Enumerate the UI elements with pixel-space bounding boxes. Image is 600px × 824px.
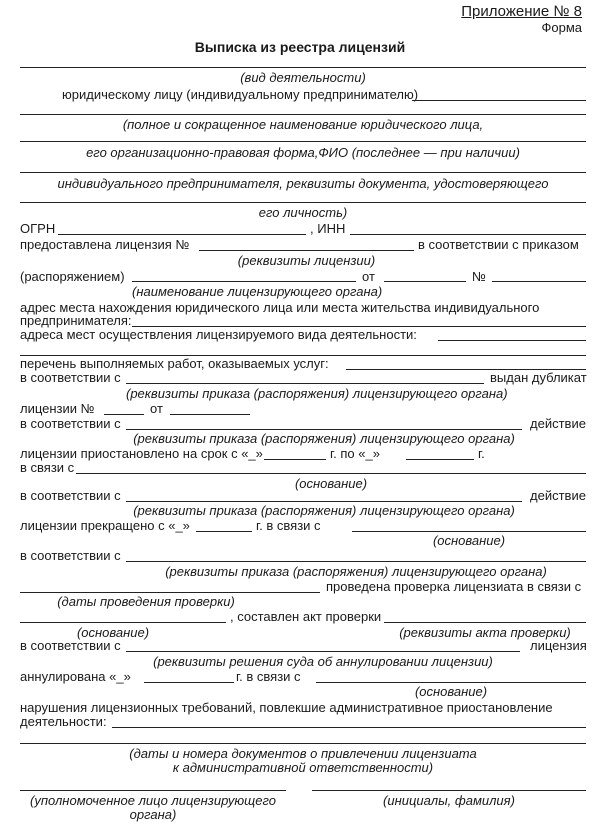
identity-line[interactable] bbox=[20, 202, 586, 203]
act-details-caption: (реквизиты акта проверки) bbox=[399, 625, 571, 640]
license-details-caption: (реквизиты лицензии) bbox=[237, 253, 376, 268]
identity-caption: его личность) bbox=[258, 205, 348, 220]
inspection-basis-caption: (основание) bbox=[76, 625, 150, 640]
annulled-from-label: аннулирована «_» bbox=[20, 669, 131, 684]
initials-field[interactable] bbox=[312, 790, 586, 791]
violations-label-2: деятельности: bbox=[20, 714, 107, 729]
inspection-order-caption: (реквизиты приказа (распоряжения) лицензирующего органа) bbox=[165, 564, 547, 579]
suspension-basis-field[interactable] bbox=[76, 473, 586, 474]
legal-name-caption: (полное и сокращенное наименование юридического лица, bbox=[122, 117, 484, 132]
activity-addresses-field[interactable] bbox=[438, 340, 586, 341]
order-from-label: от bbox=[362, 269, 375, 284]
duplicate-date-field[interactable] bbox=[170, 414, 250, 415]
suspension-basis-caption: (основание) bbox=[294, 476, 368, 491]
annulment-basis-field[interactable] bbox=[316, 682, 586, 683]
per-order-label: в соответствии с приказом bbox=[418, 237, 579, 252]
suspended-from-field[interactable] bbox=[264, 459, 326, 460]
ogrn-label: ОГРН bbox=[20, 221, 56, 236]
inspection-label: проведена проверка лицензиата в связи с bbox=[326, 579, 582, 594]
initials-caption: (инициалы, фамилия) bbox=[383, 793, 515, 808]
signatory-caption-1: (уполномоченное лицо лицензирующего bbox=[30, 793, 276, 808]
licensing-body-field[interactable] bbox=[132, 281, 356, 282]
works-list-label: перечень выполняемых работ, оказываемых услуг: bbox=[20, 356, 329, 371]
license-number-field[interactable] bbox=[199, 250, 414, 251]
inspection-order-field[interactable] bbox=[126, 561, 586, 562]
violations-field[interactable] bbox=[112, 727, 586, 728]
inn-field[interactable] bbox=[350, 234, 586, 235]
appendix-number: Приложение № 8 bbox=[461, 3, 582, 20]
suspended-to-field[interactable] bbox=[406, 459, 474, 460]
duplicate-order-caption: (реквизиты приказа (распоряжения) лицензирующего органа) bbox=[126, 386, 508, 401]
license-given-label: предоставлена лицензия № bbox=[20, 237, 190, 252]
suspension-order-field[interactable] bbox=[126, 429, 522, 430]
suspended-year-label: г. bbox=[478, 446, 485, 461]
suspended-from-label: лицензии приостановлено на срок с «_» bbox=[20, 446, 263, 461]
termination-in-accordance-label: в соответствии с bbox=[20, 488, 121, 503]
order-number-label: № bbox=[472, 269, 486, 284]
annulment-license-label: лицензия bbox=[530, 638, 587, 653]
suspension-action-label: действие bbox=[530, 416, 586, 431]
terminated-due-to-label: г. в связи с bbox=[256, 518, 321, 533]
entrepreneur-caption: индивидуального предпринимателя, реквизиты документа, удостоверяющего bbox=[57, 176, 549, 191]
legal-name-line[interactable] bbox=[20, 114, 586, 115]
liability-caption-2: к административной ответственности) bbox=[172, 760, 434, 775]
legal-person-label: юридическому лицу (индивидуальному предпринимателю) bbox=[62, 87, 419, 102]
inspection-dates-caption: (даты проведения проверки) bbox=[57, 594, 235, 609]
activity-type-caption: (вид деятельности) bbox=[240, 70, 366, 85]
signatory-caption-2: органа) bbox=[129, 807, 177, 822]
licensing-body-caption: (наименование лицензирующего органа) bbox=[132, 284, 383, 299]
court-decision-field[interactable] bbox=[126, 651, 520, 652]
legal-person-line[interactable] bbox=[412, 100, 586, 101]
termination-order-field[interactable] bbox=[126, 501, 522, 502]
page-title: Выписка из реестра лицензий bbox=[194, 39, 406, 55]
inspection-dates-field[interactable] bbox=[20, 592, 320, 593]
terminated-date-field[interactable] bbox=[196, 531, 252, 532]
signatory-field[interactable] bbox=[20, 790, 286, 791]
ogrn-field[interactable] bbox=[58, 234, 306, 235]
terminated-from-label: лицензии прекращено с «_» bbox=[20, 518, 190, 533]
annulled-date-field[interactable] bbox=[144, 682, 234, 683]
duplicate-in-accordance-label: в соответствии с bbox=[20, 370, 121, 385]
order-paren-label: (распоряжением) bbox=[20, 269, 125, 284]
activity-type-line[interactable] bbox=[20, 67, 586, 68]
annulment-basis-caption: (основание) bbox=[414, 684, 488, 699]
order-number-field[interactable] bbox=[492, 281, 586, 282]
inspection-in-accordance-label: в соответствии с bbox=[20, 548, 121, 563]
liability-field[interactable] bbox=[20, 743, 586, 744]
liability-caption-1: (даты и номера документов о привлечении лицензиата bbox=[129, 746, 477, 761]
duplicate-from-label: от bbox=[150, 401, 163, 416]
order-date-field[interactable] bbox=[384, 281, 466, 282]
org-form-line[interactable] bbox=[20, 141, 586, 142]
duplicate-license-no-label: лицензии № bbox=[20, 401, 95, 416]
org-form-caption: его организационно-правовая форма,ФИО (последнее — при наличии) bbox=[86, 145, 520, 160]
duplicate-issued-label: выдан дубликат bbox=[490, 370, 587, 385]
termination-basis-caption: (основание) bbox=[432, 533, 506, 548]
act-details-field[interactable] bbox=[384, 622, 586, 623]
termination-order-caption: (реквизиты приказа (распоряжения) лицензирующего органа) bbox=[133, 503, 515, 518]
duplicate-order-field[interactable] bbox=[126, 383, 484, 384]
suspension-order-caption: (реквизиты приказа (распоряжения) лицензирующего органа) bbox=[133, 431, 515, 446]
entrepreneur-line[interactable] bbox=[20, 172, 586, 173]
act-drawn-label: , составлен акт проверки bbox=[230, 609, 382, 624]
suspension-in-accordance-label: в соответствии с bbox=[20, 416, 121, 431]
termination-basis-field[interactable] bbox=[352, 531, 586, 532]
violations-label-1: нарушения лицензионных требований, повлекшие административное приостановление bbox=[20, 700, 553, 715]
termination-action-label: действие bbox=[530, 488, 586, 503]
address-label-1: адрес места нахождения юридического лица или места жительства индивидуального bbox=[20, 300, 540, 315]
suspension-due-to-label: в связи с bbox=[20, 460, 75, 475]
annulled-due-to-label: г. в связи с bbox=[236, 669, 301, 684]
suspended-to-label: г. по «_» bbox=[330, 446, 380, 461]
duplicate-license-no-field[interactable] bbox=[104, 414, 144, 415]
address-label-2: предпринимателя: bbox=[20, 313, 132, 328]
court-decision-caption: (реквизиты решения суда об аннулировании лицензии) bbox=[153, 654, 493, 669]
inspection-basis-field[interactable] bbox=[20, 622, 226, 623]
inn-label: , ИНН bbox=[310, 221, 346, 236]
annulment-in-accordance-label: в соответствии с bbox=[20, 638, 121, 653]
activity-addresses-label: адреса мест осуществления лицензируемого вида деятельности: bbox=[20, 327, 417, 342]
form-label: Форма bbox=[541, 20, 582, 35]
